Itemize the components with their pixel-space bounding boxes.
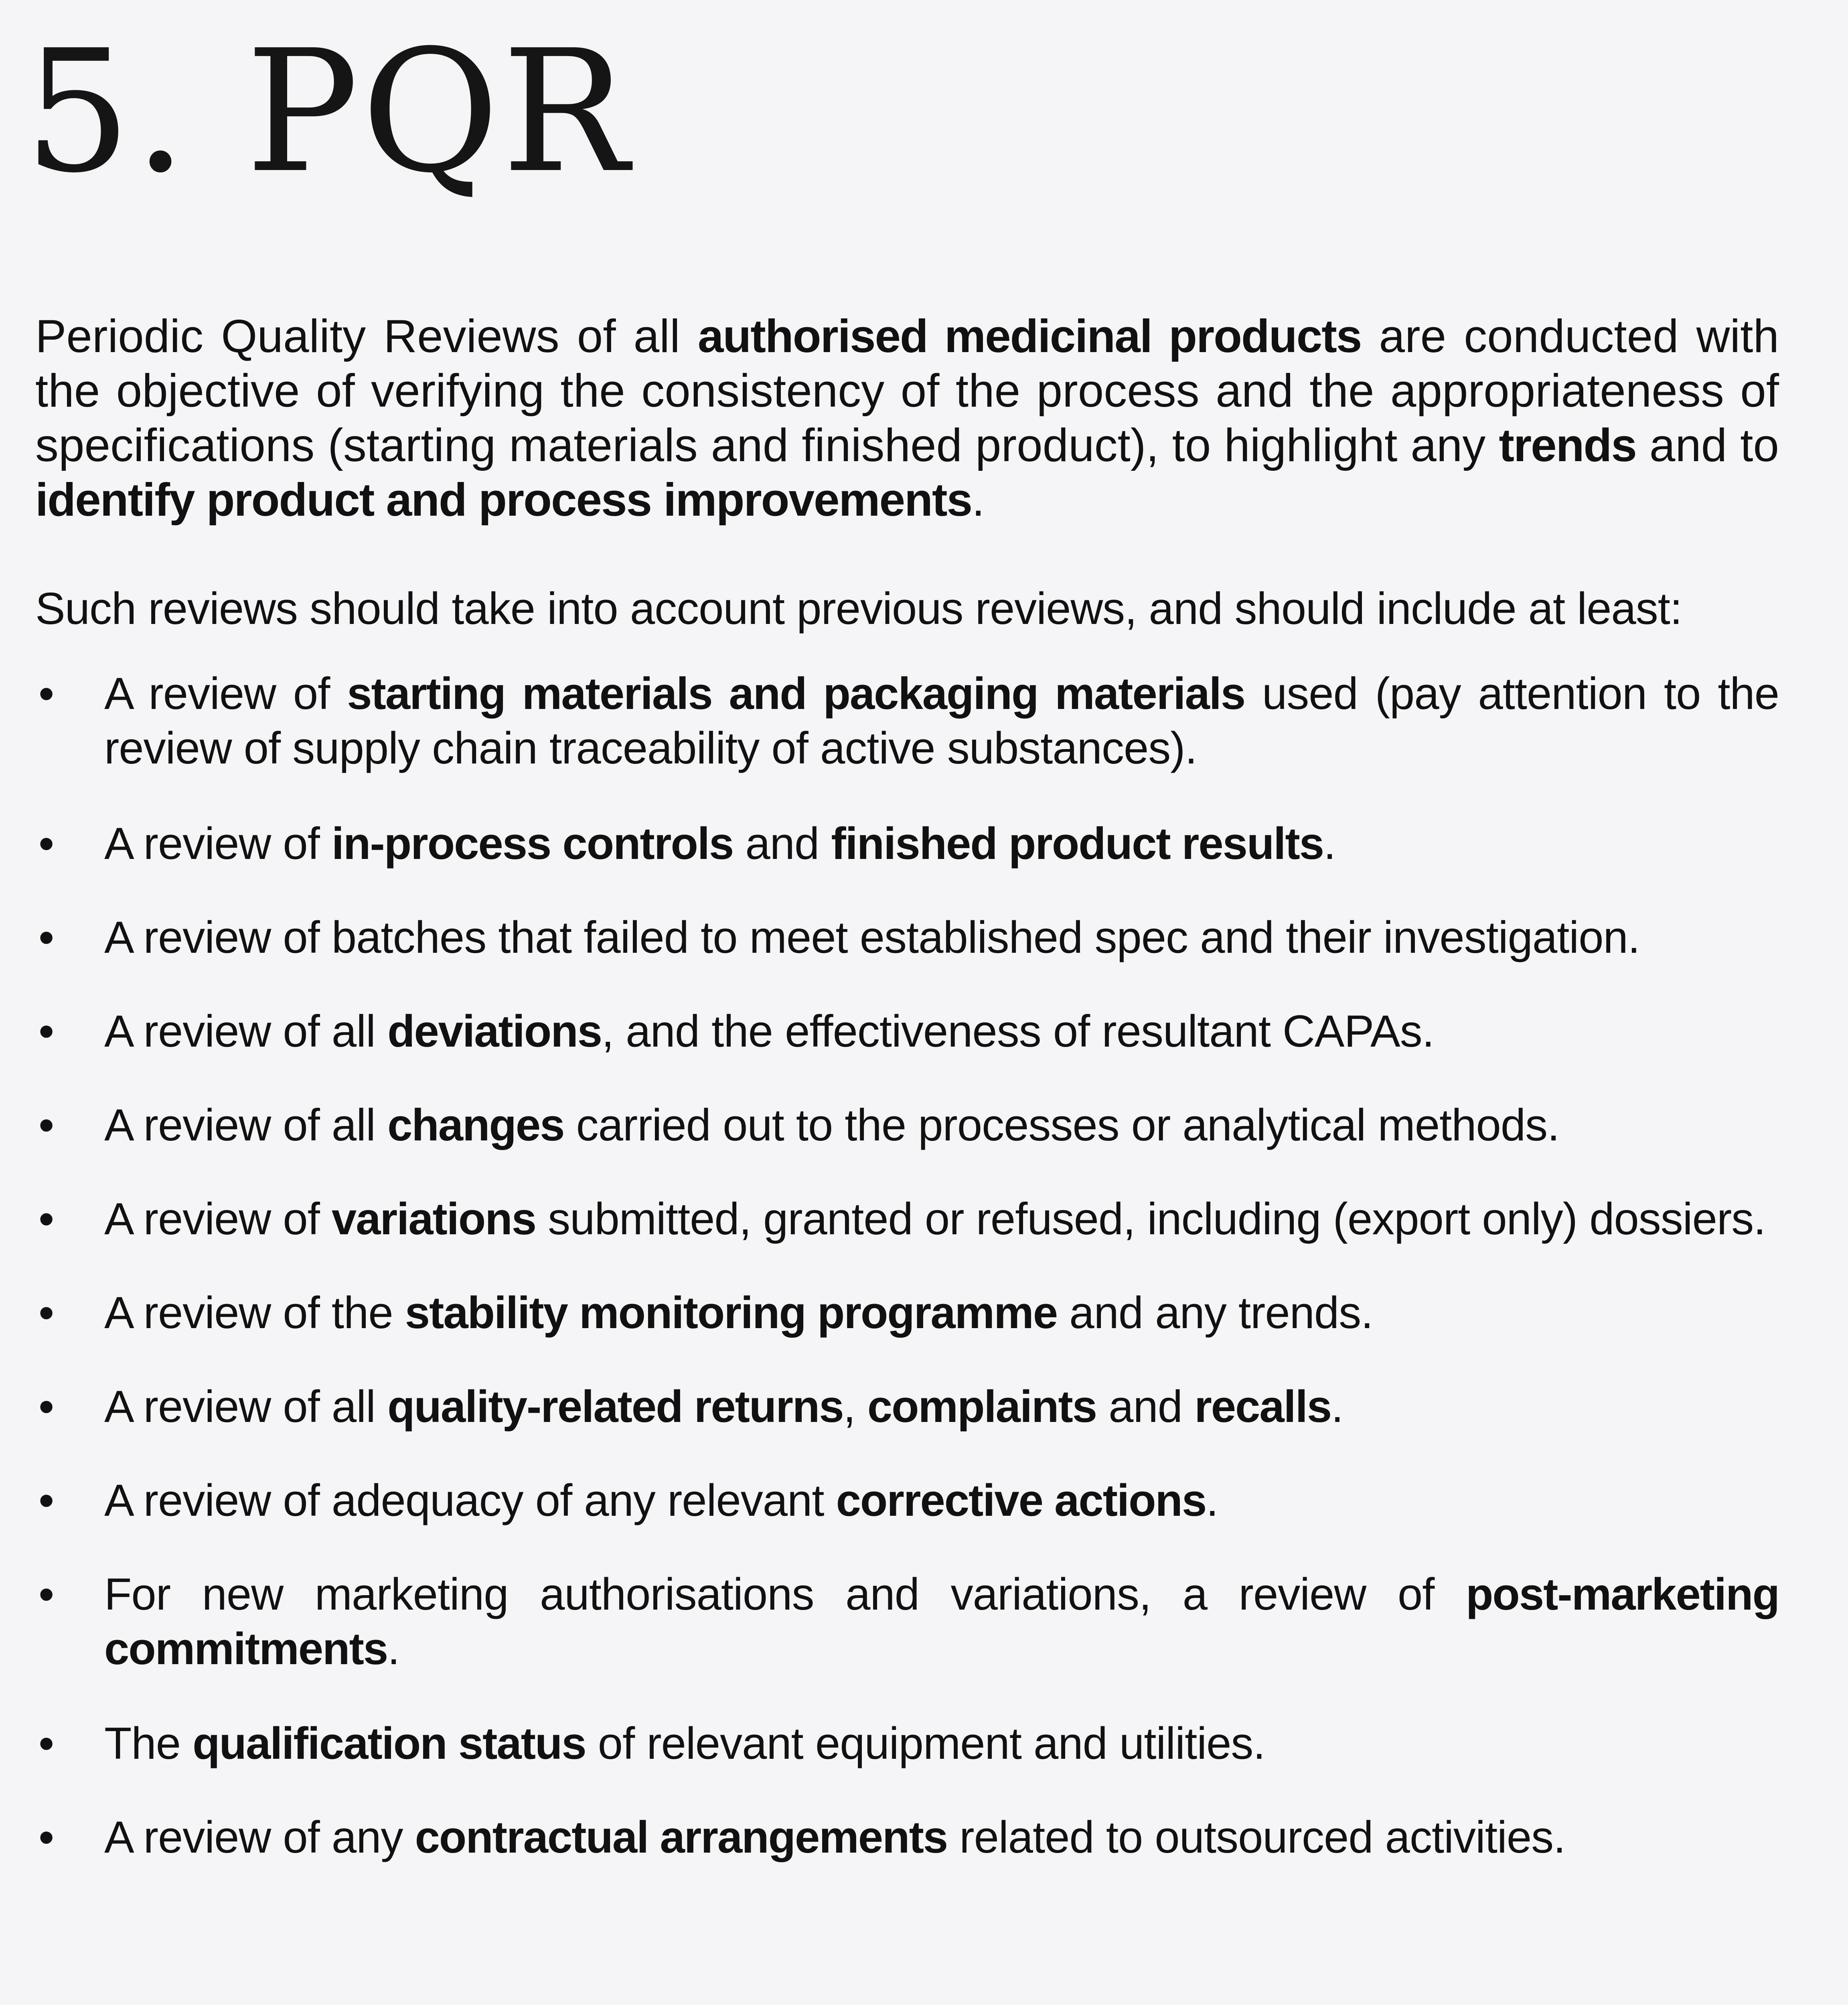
- bullet-icon: •: [38, 1100, 55, 1150]
- list-item-text: A review of starting materials and packaging materials used (pay attention to the review of supply chain traceability of active substances).: [104, 668, 1779, 773]
- bullet-icon: •: [38, 1569, 55, 1619]
- page-title: 5. PQR: [24, 14, 631, 210]
- lead-paragraph: Such reviews should take into account previous reviews, and should include at least:: [35, 583, 1682, 634]
- list-item-text: A review of batches that failed to meet established spec and their investigation.: [104, 912, 1640, 962]
- list-item-text: A review of all changes carried out to the processes or analytical methods.: [104, 1100, 1560, 1150]
- bullet-icon: •: [38, 1475, 55, 1525]
- list-item-text: A review of adequacy of any relevant corrective actions.: [104, 1475, 1218, 1525]
- bullet-icon: •: [38, 1381, 55, 1432]
- list-item-text: The qualification status of relevant equipment and utilities.: [104, 1718, 1265, 1768]
- bullet-icon: •: [38, 1812, 55, 1862]
- bullet-icon: •: [38, 1288, 55, 1338]
- list-item-text: A review of the stability monitoring programme and any trends.: [104, 1288, 1373, 1338]
- list-item-text: A review of variations submitted, granted or refused, including (export only) dossiers.: [104, 1194, 1766, 1244]
- bullet-icon: •: [38, 1194, 55, 1244]
- bullet-icon: •: [38, 1006, 55, 1056]
- intro-paragraph: Periodic Quality Reviews of all authorised medicinal products are conducted with the objective of verifying the consistency of the process and the appropriateness of specifications (starting materials and finished product), to highlight any trends and to identify product and process improvements.: [35, 310, 1779, 526]
- bullet-icon: •: [38, 912, 55, 962]
- bullet-icon: •: [38, 1718, 55, 1768]
- list-item-text: For new marketing authorisations and variations, a review of post-marketing commitments.: [104, 1569, 1779, 1674]
- list-item-text: A review of any contractual arrangements related to outsourced activities.: [104, 1812, 1566, 1862]
- bullet-icon: •: [38, 668, 55, 719]
- bullet-icon: •: [38, 818, 55, 869]
- list-item-text: A review of all deviations, and the effectiveness of resultant CAPAs.: [104, 1006, 1434, 1056]
- list-item-text: A review of in-process controls and finished product results.: [104, 818, 1336, 869]
- list-item-text: A review of all quality-related returns, complaints and recalls.: [104, 1381, 1343, 1432]
